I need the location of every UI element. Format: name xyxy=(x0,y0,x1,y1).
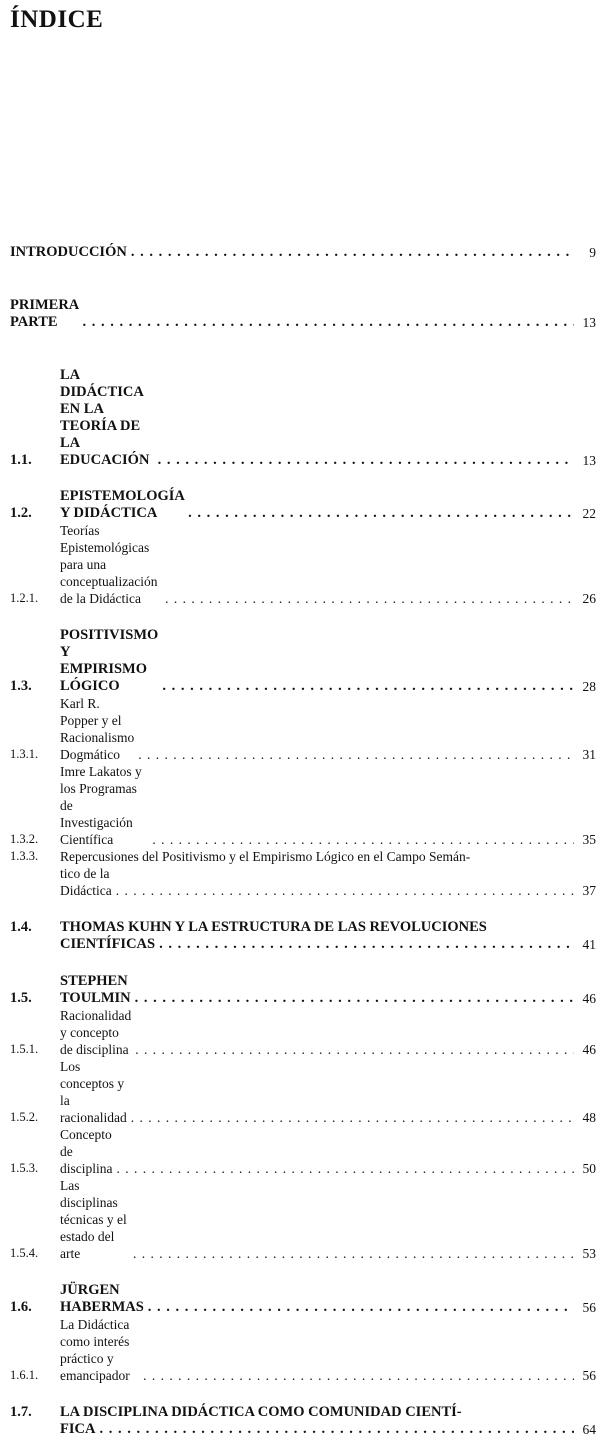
toc-leader-dots xyxy=(135,990,574,1007)
toc-page-number: 46 xyxy=(582,1042,596,1057)
toc-leader-dots xyxy=(116,882,574,899)
toc-page-number: 48 xyxy=(582,1110,596,1125)
toc-entry-1-7[interactable] xyxy=(10,1404,596,1421)
toc-page-number: 50 xyxy=(582,1161,596,1176)
toc-entry-1-5-3[interactable] xyxy=(10,1126,596,1177)
toc-page-number: 13 xyxy=(582,453,596,468)
toc-entry-1-5-1[interactable] xyxy=(10,1007,596,1058)
toc-page-number: 64 xyxy=(582,1422,596,1437)
toc-leader-dots xyxy=(152,831,574,848)
toc-entry-number: 1.6.1. xyxy=(10,1368,39,1382)
toc-page-number: 22 xyxy=(582,506,596,521)
toc-entry-1-7-continuation[interactable] xyxy=(10,1421,596,1438)
toc-entry-text: Las disciplinas técnicas y el estado del arte xyxy=(60,1178,127,1261)
toc-entry-1-1[interactable] xyxy=(10,367,596,469)
toc-entry-text: Teorías Epistemológicas para una conceptualización de la Didáctica xyxy=(60,523,158,606)
toc-entry-number: 1.3. xyxy=(10,678,32,694)
toc-entry-text-line2: FICA xyxy=(60,1421,96,1437)
toc-leader-dots xyxy=(138,746,574,763)
toc-entry-number: 1.5. xyxy=(10,990,32,1006)
toc-entry-1-2-1[interactable] xyxy=(10,522,596,607)
toc-leader-dots xyxy=(143,1367,574,1384)
toc-leader-dots xyxy=(99,1421,574,1438)
toc-entry-1-3-3-continuation[interactable] xyxy=(10,865,596,899)
toc-entry-number: 1.5.4. xyxy=(10,1246,39,1260)
toc-page-number: 26 xyxy=(582,591,596,606)
toc-entry-1-3-1[interactable] xyxy=(10,695,596,763)
toc-page-number: 13 xyxy=(582,315,596,330)
toc-entry-number: 1.7. xyxy=(10,1404,32,1420)
toc-entry-1-6[interactable] xyxy=(10,1282,596,1316)
toc-entry-number: 1.5.3. xyxy=(10,1161,39,1175)
toc-page-number: 37 xyxy=(582,883,596,898)
toc-entry-number: 1.6. xyxy=(10,1299,32,1315)
toc-leader-dots xyxy=(133,1245,574,1262)
toc-entry-text-line2: CIENTÍFICAS xyxy=(60,936,156,952)
toc-entry-number: 1.5.1. xyxy=(10,1042,39,1056)
toc-leader-dots xyxy=(117,1160,575,1177)
toc-leader-dots xyxy=(158,452,574,469)
toc-entry-1-3[interactable] xyxy=(10,627,596,695)
toc-entry-text-line1: Repercusiones del Positivismo y el Empirismo Lógico en el Campo Semán- xyxy=(60,849,471,864)
toc-leader-dots xyxy=(148,1299,574,1316)
toc-entry-1-3-3[interactable] xyxy=(10,848,596,865)
toc-entry-number: 1.5.2. xyxy=(10,1110,39,1124)
toc-entry-number: 1.4. xyxy=(10,919,32,935)
toc-entry-text: JÜRGEN HABERMAS xyxy=(60,1282,144,1315)
toc-entry-number: 1.3.3. xyxy=(10,849,39,863)
toc-leader-dots xyxy=(82,314,574,331)
toc-entry-1-6-1[interactable] xyxy=(10,1316,596,1384)
toc-leader-dots xyxy=(131,1109,574,1126)
table-of-contents xyxy=(10,244,596,1438)
toc-entry-text-line2: tico de la Didáctica xyxy=(60,866,112,898)
toc-entry-primera-parte[interactable] xyxy=(10,297,596,331)
toc-entry-1-5-4[interactable] xyxy=(10,1177,596,1262)
toc-entry-text: LA DIDÁCTICA EN LA TEORÍA DE LA EDUCACIÓN xyxy=(60,367,150,468)
toc-entry-1-3-2[interactable] xyxy=(10,763,596,848)
toc-leader-dots xyxy=(165,590,574,607)
toc-entry-text: Karl R. Popper y el Racionalismo Dogmático xyxy=(60,696,135,762)
toc-page-number: 46 xyxy=(582,991,596,1006)
toc-page-number: 31 xyxy=(582,747,596,762)
toc-entry-number: 1.2.1. xyxy=(10,591,39,605)
toc-page-number: 41 xyxy=(582,937,596,952)
toc-entry-1-4-continuation[interactable] xyxy=(10,936,596,953)
page-title: ÍNDICE xyxy=(10,6,104,33)
toc-page-number: 56 xyxy=(582,1368,596,1383)
toc-entry-text-line1: THOMAS KUHN Y LA ESTRUCTURA DE LAS REVOLUCIONES xyxy=(60,919,487,935)
toc-entry-1-4[interactable] xyxy=(10,919,596,936)
toc-page-number: 28 xyxy=(582,679,596,694)
toc-page-number: 53 xyxy=(582,1246,596,1261)
toc-leader-dots xyxy=(135,1041,574,1058)
toc-entry-number: 1.1. xyxy=(10,452,32,468)
toc-entry-introduccion[interactable] xyxy=(10,244,596,261)
toc-page-number: 35 xyxy=(582,832,596,847)
toc-entry-text: INTRODUCCIÓN xyxy=(10,244,127,260)
toc-entry-text: La Didáctica como interés práctico y emancipador xyxy=(60,1317,130,1383)
toc-entry-text: Los conceptos y la racionalidad xyxy=(60,1059,127,1125)
toc-leader-dots xyxy=(162,678,574,695)
toc-entry-text: STEPHEN TOULMIN xyxy=(60,973,131,1006)
toc-page-number: 56 xyxy=(582,1300,596,1315)
toc-leader-dots xyxy=(131,244,574,261)
toc-entry-1-5[interactable] xyxy=(10,973,596,1007)
toc-leader-dots xyxy=(159,936,574,953)
toc-entry-text: PRIMERA PARTE xyxy=(10,297,79,330)
toc-entry-text: Concepto de disciplina xyxy=(60,1127,113,1176)
toc-entry-text: Racionalidad y concepto de disciplina xyxy=(60,1008,132,1057)
toc-entry-number: 1.3.1. xyxy=(10,747,39,761)
toc-entry-number: 1.3.2. xyxy=(10,832,39,846)
toc-entry-text-line1: LA DISCIPLINA DIDÁCTICA COMO COMUNIDAD CIENTÍ- xyxy=(60,1404,462,1420)
toc-entry-text: Imre Lakatos y los Programas de Investigación Científica xyxy=(60,764,142,847)
toc-entry-1-5-2[interactable] xyxy=(10,1058,596,1126)
toc-entry-number: 1.2. xyxy=(10,505,32,521)
toc-entry-text: POSITIVISMO Y EMPIRISMO LÓGICO xyxy=(60,627,159,694)
toc-leader-dots xyxy=(188,505,574,522)
toc-entry-1-2[interactable] xyxy=(10,488,596,522)
toc-page-number: 9 xyxy=(589,245,596,260)
toc-entry-text: EPISTEMOLOGÍA Y DIDÁCTICA xyxy=(60,488,185,521)
